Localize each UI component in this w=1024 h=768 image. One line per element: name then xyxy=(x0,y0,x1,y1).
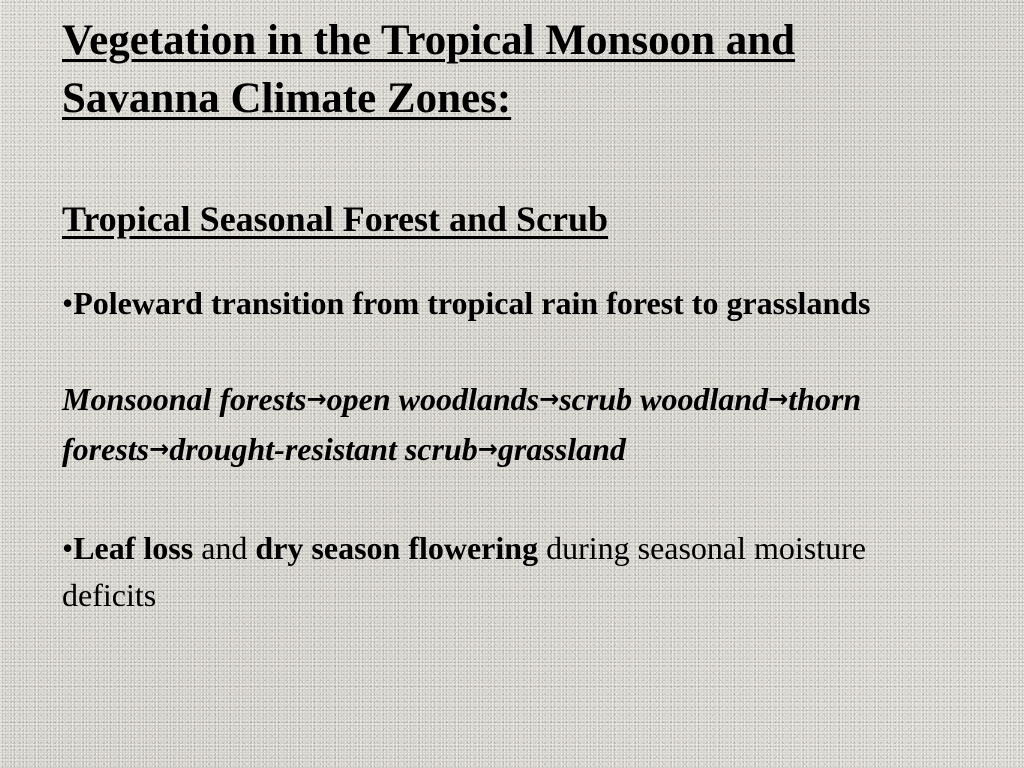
bullet-transition-text: Poleward transition from tropical rain forest to grasslands xyxy=(73,285,871,321)
right-arrow-icon: → xyxy=(149,435,170,463)
sequence-item: thorn forests xyxy=(62,381,862,467)
right-arrow-icon: → xyxy=(477,435,498,463)
sequence-item: grassland xyxy=(497,431,626,467)
right-arrow-icon: → xyxy=(539,385,560,413)
sequence-item: scrub woodland xyxy=(559,381,769,417)
title-line-2: Savanna Climate Zones: xyxy=(62,75,512,122)
bullet-leaf-loss xyxy=(62,525,962,619)
section-heading xyxy=(62,196,962,242)
bullet-marker: • xyxy=(62,530,74,566)
bullet-marker: • xyxy=(62,285,74,321)
slide-content xyxy=(62,12,962,619)
right-arrow-icon: → xyxy=(306,385,327,413)
bullet-leaf-loss-bold-2: dry season flowering xyxy=(255,530,539,566)
section-heading-text: Tropical Seasonal Forest and Scrub xyxy=(62,199,609,239)
slide-title xyxy=(62,12,962,128)
sequence-item: drought-resistant scrub xyxy=(169,431,478,467)
bullet-transition xyxy=(62,280,962,327)
title-line-1: Vegetation in the Tropical Monsoon and xyxy=(62,17,796,64)
vegetation-sequence xyxy=(62,376,962,476)
bullet-leaf-loss-bold-1: Leaf loss xyxy=(73,530,194,566)
sequence-item: Monsoonal forests xyxy=(62,381,307,417)
bullet-leaf-loss-text-2: during seasonal moisture deficits xyxy=(62,530,866,613)
right-arrow-icon: → xyxy=(768,385,789,413)
bullet-leaf-loss-text-1: and xyxy=(193,530,256,566)
sequence-item: open woodlands xyxy=(326,381,540,417)
